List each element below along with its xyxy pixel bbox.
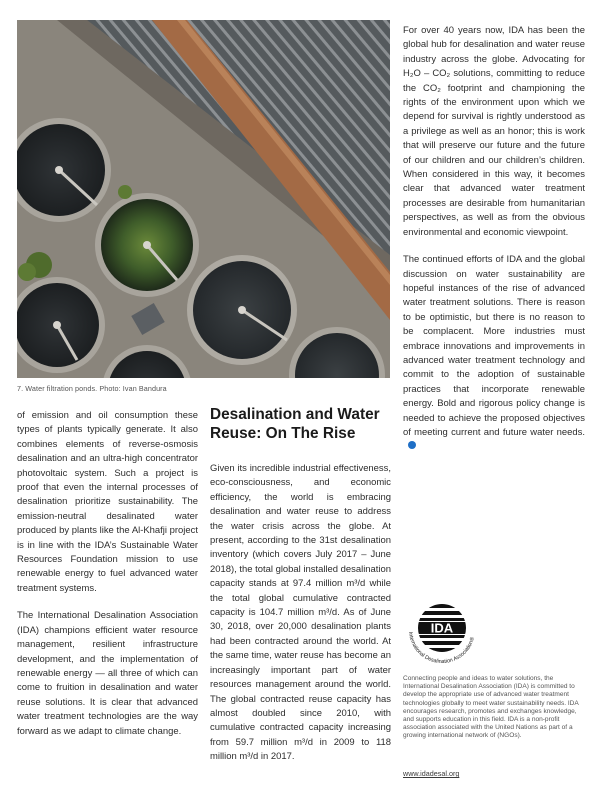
col1-paragraph-2: The International Desalination Association (IDA) champions efficient water resource management, resilient infrastructure development, and the implementation of renewable energy — all three of which can come to fruition in desalination and water reuse solutions. It is clear that advanced water treatment technologies are the way forward as we adapt to climate change.	[17, 610, 198, 737]
ida-globe-logo-icon	[402, 590, 482, 670]
col1-paragraph-1: of emission and oil consumption these types of plants typically generate. It also combines elements of reverse-osmosis desalination and an ultra-high concentrator photovoltaic system. Such a project is proof that even the internal processes of desalination prioritize sustainability. The emission-neutral desalinated water produced by plants like the Al-Khafji project is in line with the IDA’s Sustainable Water Resources Foundation mission to use renewable energy to fuel advanced water treatment systems.	[17, 410, 198, 594]
logo-wordmark: IDA	[430, 620, 454, 636]
aerial-ponds-illustration	[17, 20, 390, 378]
column-right	[403, 24, 585, 468]
figure-caption: 7. Water filtration ponds. Photo: Ivan Bandura	[17, 384, 167, 393]
figure-photo-filtration-ponds	[17, 20, 390, 378]
ida-website-link[interactable]: www.idadesal.org	[403, 769, 460, 778]
column-middle	[210, 462, 391, 778]
section-heading: Desalination and Water Reuse: On The Rise	[210, 406, 380, 442]
col3-paragraph-1: For over 40 years now, IDA has been the global hub for desalination and water reuse industry across the globe. Advocating for H₂O – CO₂ solutions, committing to reduce the CO₂ footprint and championing the rights of the environment upon which we depend for survival is rightly understood as a privilege as well as an honor; this is work that will preserve our future and the future of our children and our children’s children. When considered in this way, it becomes clear that advanced water treatment processes are desirable from humanitarian perspectives, as well as from the obvious environmental and economic viewpoint.	[403, 25, 585, 238]
ida-logo	[402, 590, 482, 670]
end-of-article-dot-icon	[408, 441, 416, 449]
col3-paragraph-2-text: The continued efforts of IDA and the global discussion on water sustainability are hopeful instances of the rise of advanced water treatment solutions. There is reason to be optimistic, but there is no reason to be complacent. More industries must embrace innovations and improvements in advanced water treatment technology and commit to the adoption of sustainable practices that incorporate renewable energy. Bold and rigorous policy change is needed to achieve the proposed objectives of meeting current and future water needs.	[403, 254, 585, 438]
logo-ring-text: International Desalination Association®	[407, 631, 477, 666]
ida-about-text: Connecting people and ideas to water solutions, the International Desalination Association (IDA) is committed to develop the appropriate use of advanced water treatment technologies globally to meet water sustainability needs. IDA encourages research, promotes and exchanges knowledge, and supports education in this field. IDA is a non-profit association associated with the United Nations as part of a growing international network of (NGOs).	[403, 675, 579, 740]
col2-paragraph-1: Given its incredible industrial effectiveness, eco-consciousness, and economic efficiency, the world is embracing desalination and water reuse to address the water crisis across the globe. At present, according to the 31st desalination inventory (which covers July 2017 – June 2018), the total global installed desalination capacity stands at 97.4 million m³/d while the total global cumulative contracted capacity is 104.7 million m³/d. As of June 30, 2018, over 20,000 desalination plants had been contracted around the world. At the same time, water reuse has become an increasingly important part of water resources management around the world. The global contracted reuse capacity has almost doubled since 2010, with cumulative contracted capacity increasing from 59.7 million m³/d in 2009 to 118 million m³/d in 2017.	[210, 463, 392, 763]
column-left	[17, 409, 198, 752]
col3-paragraph-2	[403, 253, 585, 455]
